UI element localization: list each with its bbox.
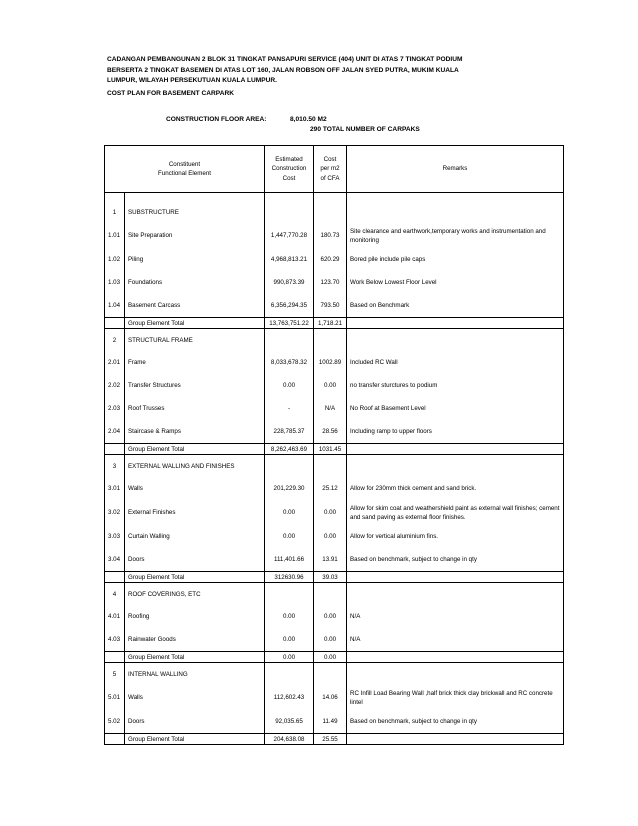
item-cost: 0.00 — [265, 605, 314, 628]
item-code: 3.04 — [105, 548, 125, 572]
table-row — [105, 525, 564, 548]
empty-cell — [347, 663, 564, 686]
column-header-line: Construction — [271, 165, 307, 173]
document-subtitle: COST PLAN FOR BASEMENT CARPARK — [107, 90, 234, 97]
item-cost: 1,447,770.28 — [265, 223, 314, 248]
item-cost: 201,229.30 — [265, 477, 314, 500]
item-code: 4.01 — [105, 605, 125, 628]
table-row — [105, 271, 564, 294]
column-header-line: Constituent — [168, 160, 201, 168]
group-total-row — [105, 318, 564, 329]
item-code: 1.02 — [105, 248, 125, 271]
column-header-line: per m2 — [320, 165, 340, 173]
item-code: 1.03 — [105, 271, 125, 294]
section-number: 3 — [105, 455, 125, 478]
section-number: 2 — [105, 329, 125, 352]
item-cost: 112,602.43 — [265, 685, 314, 710]
empty-cell — [347, 572, 564, 583]
cost-plan-table — [104, 145, 564, 745]
empty-cell — [314, 663, 347, 686]
table-row — [105, 223, 564, 248]
empty-cell — [125, 193, 265, 202]
title-line: LUMPUR, WILAYAH PERSEKUTUAN KUALA LUMPUR. — [107, 77, 277, 84]
item-rate: 14.06 — [314, 685, 347, 710]
title-line: CADANGAN PEMBANGUNAN 2 BLOK 31 TINGKAT PANSAPURI SERVICE (404) UNIT DI ATAS 7 TINGKAT PODIUM — [107, 56, 463, 63]
group-total-row — [105, 734, 564, 745]
item-cost: 990,873.39 — [265, 271, 314, 294]
item-rate: 0.00 — [314, 500, 347, 525]
item-remarks: N/A — [347, 605, 564, 628]
construction-floor-area-label: CONSTRUCTION FLOOR AREA: — [166, 116, 267, 123]
group-total-label: Group Element Total — [125, 444, 265, 455]
empty-cell — [265, 201, 314, 223]
item-code: 2.04 — [105, 420, 125, 444]
item-rate: 1002.89 — [314, 351, 347, 374]
item-rate: N/A — [314, 397, 347, 420]
item-remarks: No Roof at Basement Level — [347, 397, 564, 420]
group-total-row — [105, 652, 564, 663]
empty-cell — [314, 455, 347, 478]
item-description: Walls — [125, 685, 265, 710]
empty-cell — [265, 455, 314, 478]
item-description: Staircase & Ramps — [125, 420, 265, 444]
group-total-rate: 1,718.21 — [314, 318, 347, 329]
item-remarks: Based on benchmark, subject to change in qty — [347, 710, 564, 734]
table-row — [105, 477, 564, 500]
empty-cell — [105, 652, 125, 663]
item-description: Foundations — [125, 271, 265, 294]
item-description: Frame — [125, 351, 265, 374]
empty-cell — [265, 193, 314, 202]
item-description: Basement Carcass — [125, 294, 265, 318]
group-total-cost: 0.00 — [265, 652, 314, 663]
column-header-rate — [314, 146, 347, 193]
item-rate: 11.49 — [314, 710, 347, 734]
empty-cell — [314, 329, 347, 352]
table-row — [105, 548, 564, 572]
empty-cell — [347, 318, 564, 329]
item-code: 2.01 — [105, 351, 125, 374]
table-row — [105, 710, 564, 734]
item-rate: 0.00 — [314, 374, 347, 397]
item-description: Site Preparation — [125, 223, 265, 248]
empty-cell — [105, 193, 125, 202]
item-remarks: Bored pile include pile caps — [347, 248, 564, 271]
empty-cell — [265, 583, 314, 606]
table-row — [105, 605, 564, 628]
empty-cell — [265, 329, 314, 352]
item-remarks: N/A — [347, 628, 564, 652]
empty-cell — [265, 663, 314, 686]
section-title: EXTERNAL WALLING AND FINISHES — [125, 455, 265, 478]
table-row — [105, 685, 564, 710]
section-title: ROOF COVERINGS, ETC — [125, 583, 265, 606]
group-total-row — [105, 444, 564, 455]
column-header-line: Functional Element — [158, 170, 211, 177]
table-row — [105, 628, 564, 652]
column-header-cost — [265, 146, 314, 193]
empty-cell — [314, 201, 347, 223]
table-row — [105, 500, 564, 525]
group-total-rate: 1031.45 — [314, 444, 347, 455]
item-cost: - — [265, 397, 314, 420]
item-code: 5.02 — [105, 710, 125, 734]
item-code: 3.01 — [105, 477, 125, 500]
item-description: Roof Trusses — [125, 397, 265, 420]
empty-cell — [347, 444, 564, 455]
item-description: Doors — [125, 710, 265, 734]
item-cost: 0.00 — [265, 374, 314, 397]
group-total-rate: 39.03 — [314, 572, 347, 583]
column-header-remarks: Remarks — [347, 146, 564, 193]
empty-cell — [314, 583, 347, 606]
table-header-row — [105, 146, 564, 193]
empty-cell — [105, 572, 125, 583]
section-number: 4 — [105, 583, 125, 606]
group-total-label: Group Element Total — [125, 572, 265, 583]
item-code: 1.04 — [105, 294, 125, 318]
table-row — [105, 374, 564, 397]
carpark-count: 290 TOTAL NUMBER OF CARPAKS — [310, 126, 420, 133]
empty-cell — [105, 734, 125, 745]
document-title — [107, 55, 487, 87]
item-code: 4.03 — [105, 628, 125, 652]
section-title: STRUCTURAL FRAME — [125, 329, 265, 352]
empty-cell — [347, 734, 564, 745]
item-code: 1.01 — [105, 223, 125, 248]
spacer-row — [105, 193, 564, 202]
item-cost: 111,401.66 — [265, 548, 314, 572]
construction-floor-area-value: 8,010.50 M2 — [290, 116, 327, 123]
item-code: 2.03 — [105, 397, 125, 420]
item-rate: 180.73 — [314, 223, 347, 248]
table-row — [105, 351, 564, 374]
item-code: 3.03 — [105, 525, 125, 548]
item-remarks: Work Below Lowest Floor Level — [347, 271, 564, 294]
item-code: 2.02 — [105, 374, 125, 397]
item-cost: 6,356,294.35 — [265, 294, 314, 318]
section-title: INTERNAL WALLING — [125, 663, 265, 686]
item-cost: 228,785.37 — [265, 420, 314, 444]
item-remarks: Included RC Wall — [347, 351, 564, 374]
item-description: Piling — [125, 248, 265, 271]
table-row — [105, 248, 564, 271]
item-remarks: no transfer sturctures to podium — [347, 374, 564, 397]
empty-cell — [347, 583, 564, 606]
section-header-row — [105, 583, 564, 606]
item-code: 3.02 — [105, 500, 125, 525]
item-description: External Finishes — [125, 500, 265, 525]
empty-cell — [347, 201, 564, 223]
group-total-label: Group Element Total — [125, 318, 265, 329]
group-total-rate: 25.55 — [314, 734, 347, 745]
empty-cell — [347, 193, 564, 202]
item-cost: 0.00 — [265, 500, 314, 525]
item-rate: 793.50 — [314, 294, 347, 318]
item-remarks: Including ramp to upper floors — [347, 420, 564, 444]
column-header-line: Estimated — [275, 155, 303, 163]
item-rate: 0.00 — [314, 605, 347, 628]
section-header-row — [105, 329, 564, 352]
group-total-cost: 13,763,751.22 — [265, 318, 314, 329]
section-number: 1 — [105, 201, 125, 223]
item-remarks: RC Infill Load Bearing Wall ,half brick thick clay brickwall and RC concrete lintel — [347, 685, 564, 710]
item-cost: 0.00 — [265, 628, 314, 652]
table-row — [105, 397, 564, 420]
item-remarks: Site clearance and earthwork,temporary works and instrumentation and monitoring — [347, 223, 564, 248]
item-remarks: Allow for vertical aluminium fins. — [347, 525, 564, 548]
item-description: Transfer Structures — [125, 374, 265, 397]
item-description: Roofing — [125, 605, 265, 628]
column-header-line: Cost — [323, 155, 337, 163]
group-total-cost: 204,638.08 — [265, 734, 314, 745]
empty-cell — [105, 444, 125, 455]
group-total-label: Group Element Total — [125, 734, 265, 745]
item-rate: 28.56 — [314, 420, 347, 444]
column-header-line: Cost — [282, 174, 296, 182]
item-rate: 25.12 — [314, 477, 347, 500]
group-total-rate: 0.00 — [314, 652, 347, 663]
item-description: Rainwater Goods — [125, 628, 265, 652]
group-total-cost: 8,262,463.69 — [265, 444, 314, 455]
section-header-row — [105, 455, 564, 478]
table-row — [105, 420, 564, 444]
item-rate: 620.29 — [314, 248, 347, 271]
item-remarks: Based on benchmark, subject to change in qty — [347, 548, 564, 572]
item-remarks: Allow for 230mm thick cement and sand brick. — [347, 477, 564, 500]
section-title: SUBSTRUCTURE — [125, 201, 265, 223]
item-cost: 8,033,678.32 — [265, 351, 314, 374]
item-description: Doors — [125, 548, 265, 572]
section-header-row — [105, 663, 564, 686]
title-line: BERSERTA 2 TINGKAT BASEMEN DI ATAS LOT 160, JALAN ROBSON OFF JALAN SYED PUTRA, MUKIM KUALA — [107, 66, 459, 74]
empty-cell — [347, 329, 564, 352]
item-code: 5.01 — [105, 685, 125, 710]
empty-cell — [347, 652, 564, 663]
section-header-row — [105, 201, 564, 223]
item-rate: 0.00 — [314, 628, 347, 652]
group-total-row — [105, 572, 564, 583]
item-rate: 123.70 — [314, 271, 347, 294]
group-total-cost: 312630.96 — [265, 572, 314, 583]
item-description: Walls — [125, 477, 265, 500]
item-cost: 92,035.65 — [265, 710, 314, 734]
column-header-line: of CFA — [320, 174, 340, 182]
empty-cell — [347, 455, 564, 478]
item-remarks: Based on Benchmark — [347, 294, 564, 318]
item-cost: 4,968,813.21 — [265, 248, 314, 271]
table-row — [105, 294, 564, 318]
group-total-label: Group Element Total — [125, 652, 265, 663]
item-description: Curtain Walling — [125, 525, 265, 548]
item-rate: 13.91 — [314, 548, 347, 572]
empty-cell — [314, 193, 347, 202]
column-header-element — [105, 146, 265, 193]
empty-cell — [105, 318, 125, 329]
item-rate: 0.00 — [314, 525, 347, 548]
item-remarks: Allow for skim coat and weathershield paint as external wall finishes; cement and sand paving as external floor finishes. — [347, 500, 564, 525]
section-number: 5 — [105, 663, 125, 686]
item-cost: 0.00 — [265, 525, 314, 548]
